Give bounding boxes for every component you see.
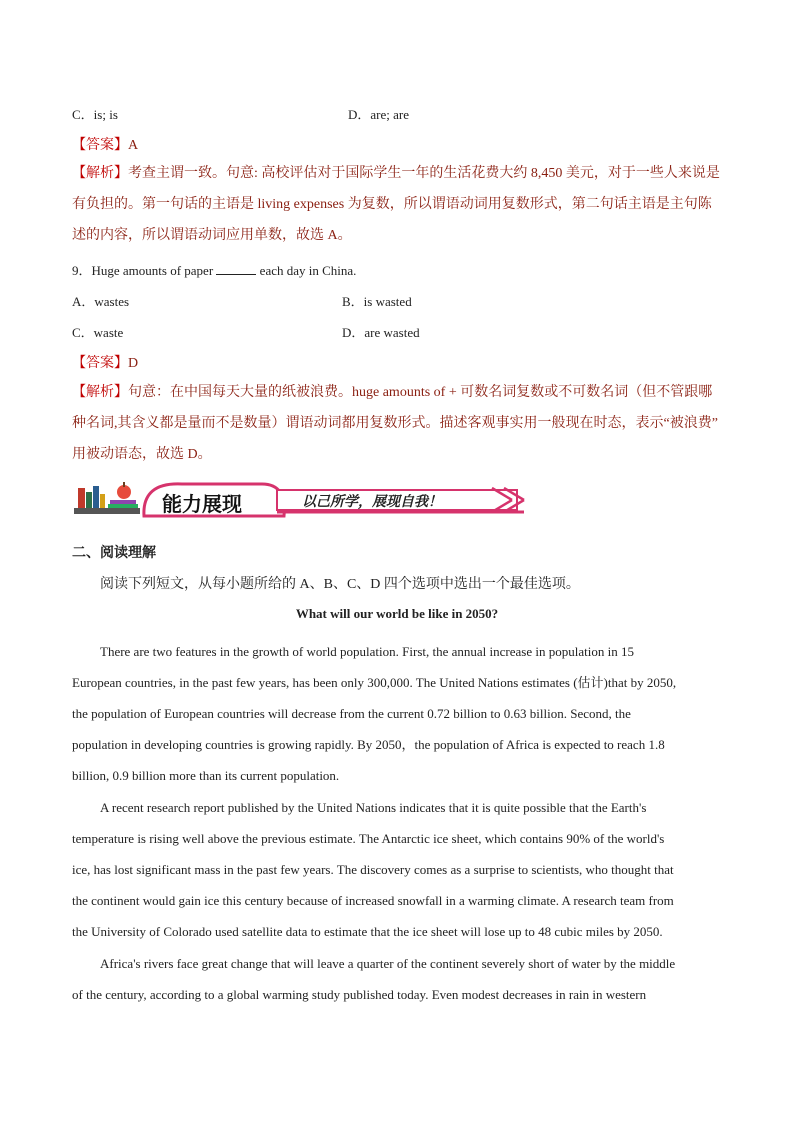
q9-analysis-line-2: 种名词,其含义都是量而不是数量）谓语动词都用复数形式。描述客观事实用一般现在时态，表示“被浪费” <box>72 416 718 431</box>
answer-value: D <box>128 356 139 371</box>
paragraph-line: the continent would gain ice this century because of increased snowfall in a warming climate. A research team from <box>72 893 674 908</box>
q8-answer <box>72 134 138 154</box>
analysis-text: 句意：在中国每天大量的纸被浪费。huge amounts of + 可数名词复数或不可数名词（但不管跟哪 <box>128 385 713 400</box>
paragraph-line: of the century, according to a global warming study published today. Even modest decreases in rain in western <box>72 987 647 1002</box>
passage-title: What will our world be like in 2050? <box>295 606 499 621</box>
q8-analysis <box>72 158 728 251</box>
answer-tag: 【答案】 <box>72 138 128 153</box>
q9-option-c: C．waste <box>72 325 124 340</box>
q9-analysis-line-3: 用被动语态，故选 D。 <box>72 447 212 462</box>
q9-stem <box>72 260 356 279</box>
paragraph-line: population in developing countries is growing rapidly. By 2050，the population of Africa is expected to reach 1.8 <box>72 737 665 752</box>
paragraph-line: temperature is rising well above the previous estimate. The Antarctic ice sheet, which contains 90% of the world's <box>72 831 665 846</box>
q9-answer <box>72 352 138 372</box>
passage-paragraph-2 <box>72 792 728 947</box>
q8-analysis-line-2: 有负担的。第一句话的主语是 living expenses 为复数，所以谓语动词用复数形式，第二句话主语是主句陈 <box>72 197 712 212</box>
q9-option-b: B．is wasted <box>342 294 412 309</box>
q9-stem-start: 9．Huge amounts of paper <box>72 263 214 278</box>
q9-stem-end: each day in China. <box>259 263 357 278</box>
q9-option-a: A．wastes <box>72 294 130 309</box>
section-instruction: 阅读下列短文，从每小题所给的 A、B、C、D 四个选项中选出一个最佳选项。 <box>100 577 580 592</box>
q8-option-d: D．are; are <box>348 107 409 122</box>
q9-analysis <box>72 377 728 470</box>
analysis-tag: 【解析】 <box>72 166 128 181</box>
q8-option-c: C．is; is <box>72 107 118 122</box>
answer-tag: 【答案】 <box>72 356 128 371</box>
passage-paragraph-3 <box>72 948 728 1010</box>
paragraph-line: European countries, in the past few years, has been only 300,000. The United Nations estimates (估计)that by 2050, <box>72 675 677 690</box>
paragraph-line: A recent research report published by the United Nations indicates that it is quite possible that the Earth's <box>100 800 647 815</box>
passage-paragraph-1 <box>72 636 728 791</box>
analysis-tag: 【解析】 <box>72 385 128 400</box>
paragraph-line: There are two features in the growth of world population. First, the annual increase in population in 15 <box>100 644 634 659</box>
q8-analysis-line-1 <box>72 158 728 189</box>
paragraph-line: the University of Colorado used satellite data to estimate that the ice sheet will lose up to 48 cubic miles by 2050. <box>72 924 663 939</box>
analysis-text: 考查主谓一致。句意: 高校评估对于国际学生一年的生活花费大约 8,450 美元，对于一些人来说是 <box>128 166 720 181</box>
answer-blank <box>216 264 256 275</box>
answer-value: A <box>128 138 139 153</box>
paragraph-line: Africa's rivers face great change that will leave a quarter of the continent severely short of water by the middle <box>100 956 676 971</box>
q9-analysis-line-1 <box>72 377 728 408</box>
banner-slogan: 以己所学，展现自我！ <box>302 494 442 510</box>
paragraph-line: billion, 0.9 billion more than its current population. <box>72 768 340 783</box>
q8-analysis-line-3: 述的内容，所以谓语动词应用单数，故选 A。 <box>72 228 352 243</box>
banner-title: 能力展现 <box>162 492 242 516</box>
section-heading: 二、阅读理解 <box>72 546 156 561</box>
paragraph-line: the population of European countries will decrease from the current 0.72 billion to 0.63 billion. Second, the <box>72 706 631 721</box>
paragraph-line: ice, has lost significant mass in the past few years. The discovery comes as a surprise to scientists, who thought that <box>72 862 674 877</box>
q9-option-d: D．are wasted <box>342 325 420 340</box>
section-banner <box>72 478 532 520</box>
